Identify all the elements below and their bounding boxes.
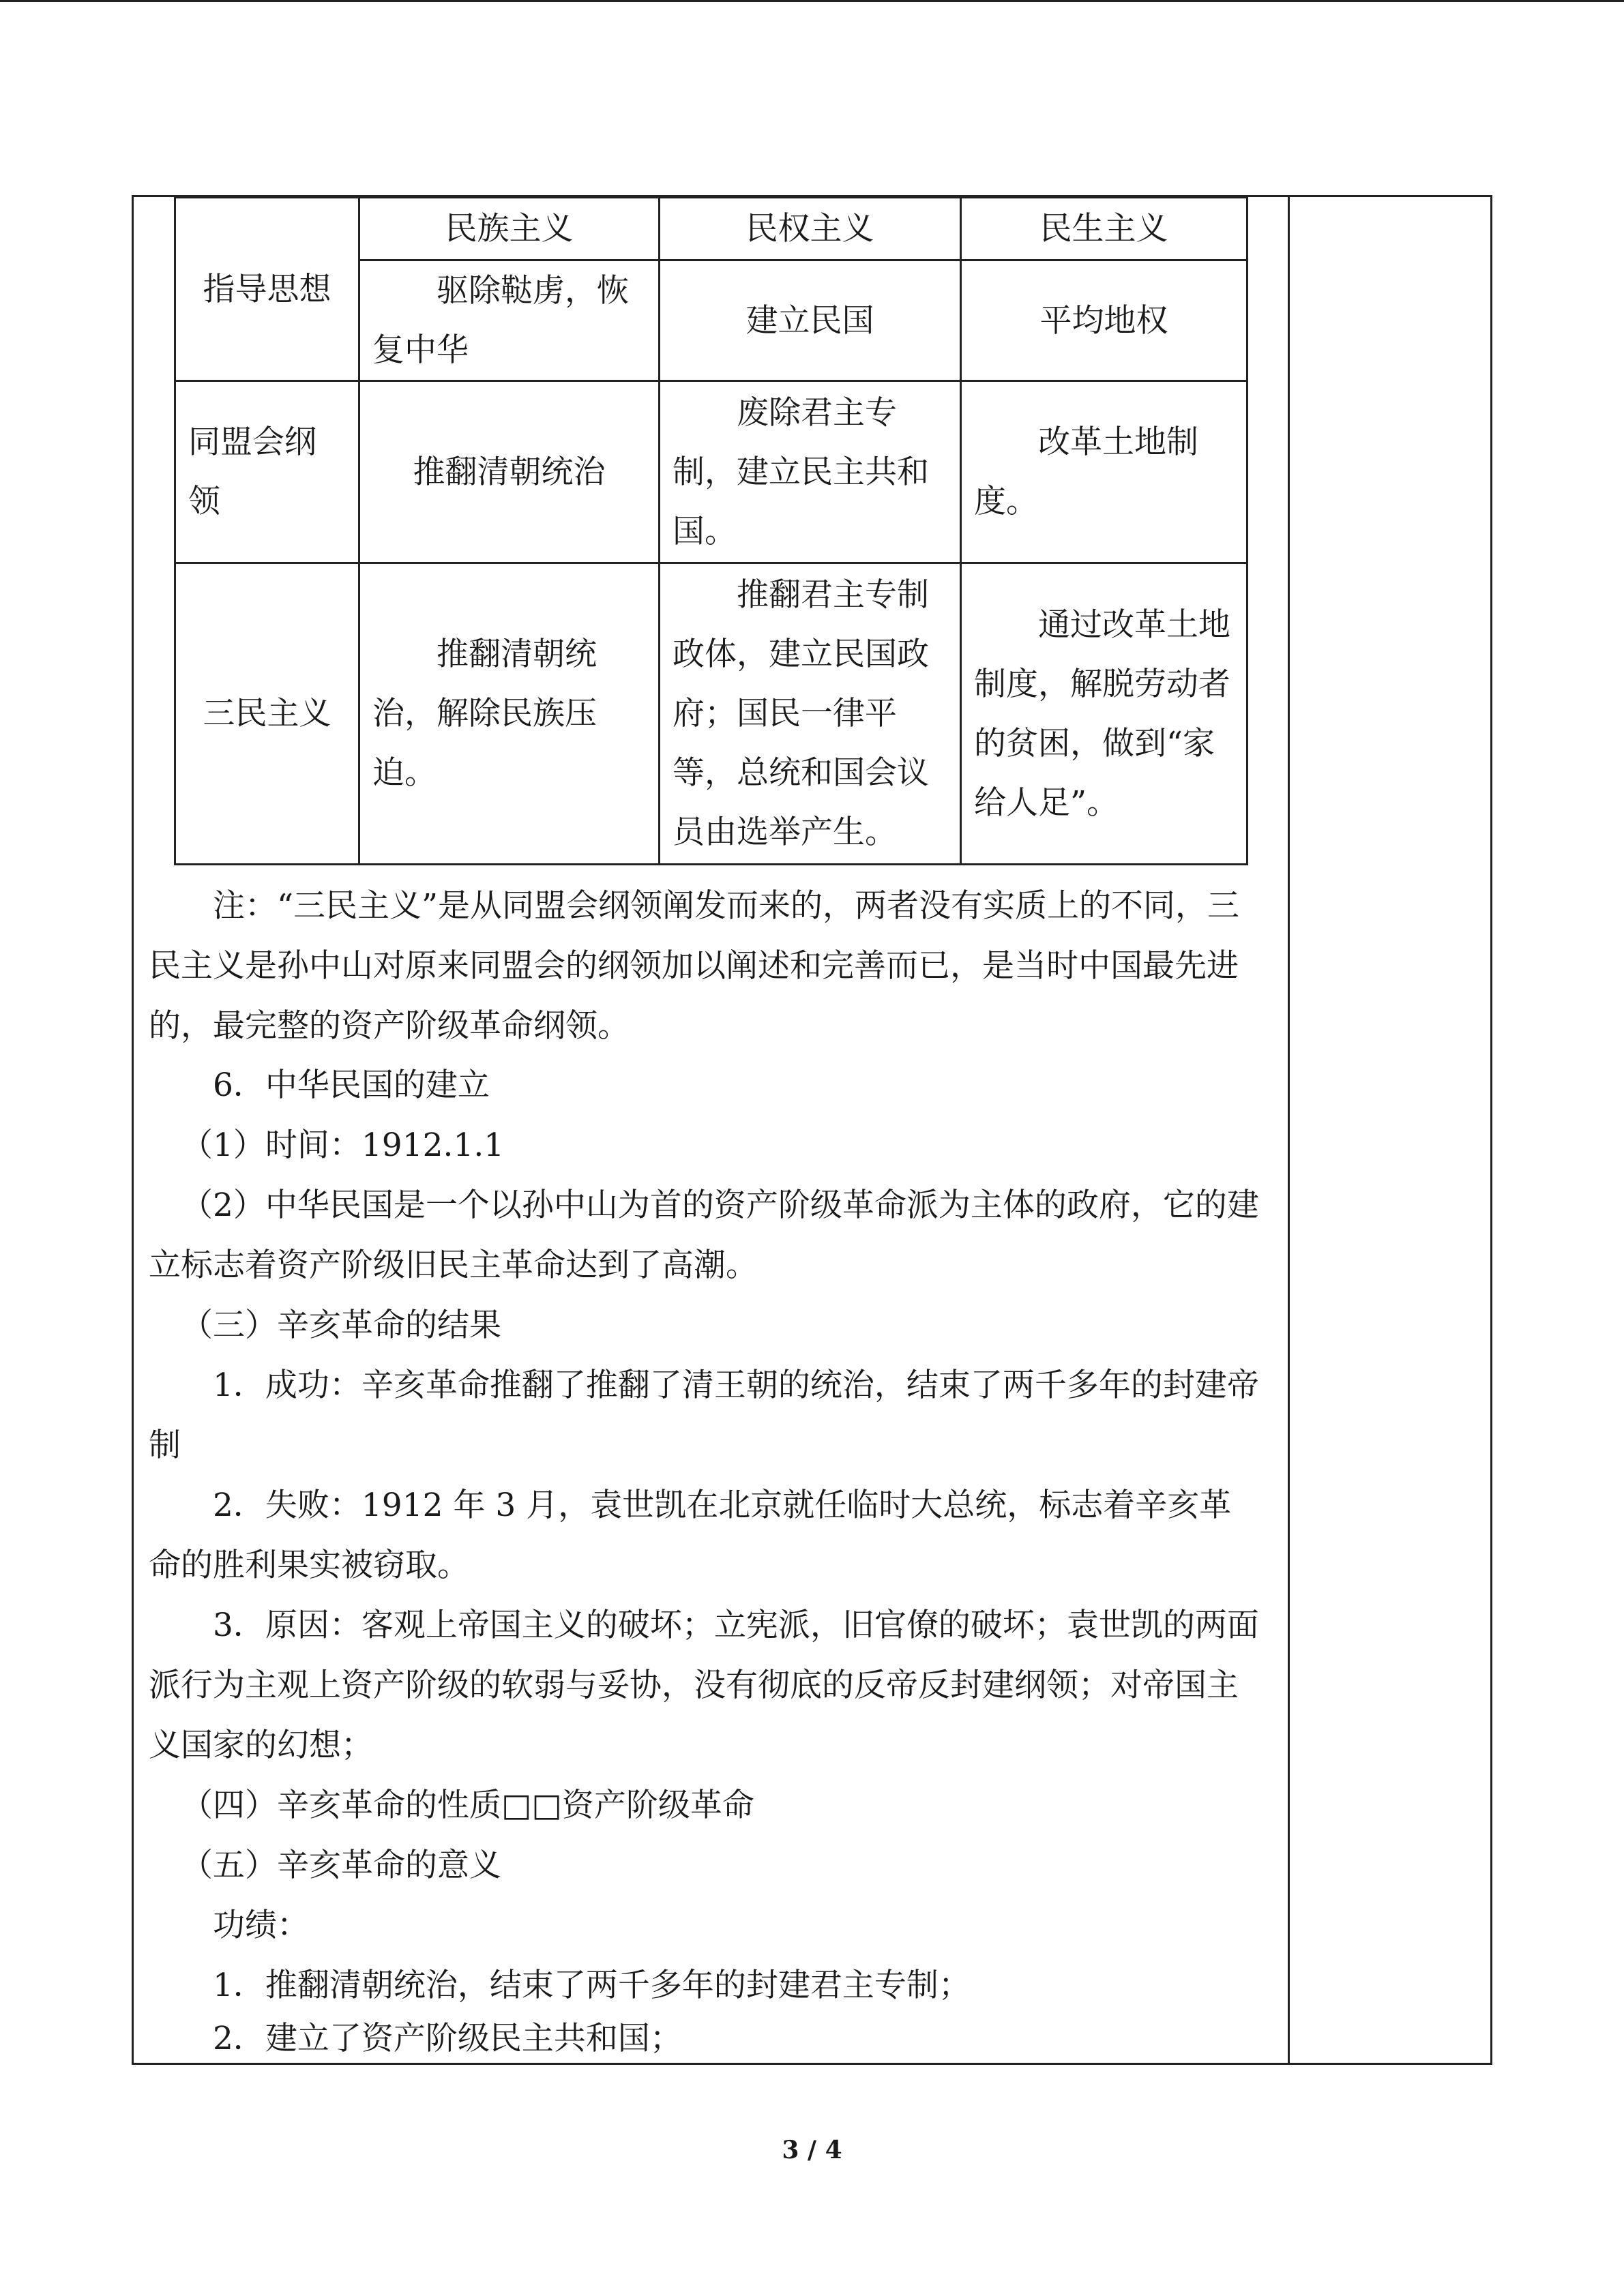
header-livelihood: 民生主义: [961, 198, 1247, 260]
header-nationalism: 民族主义: [359, 198, 660, 260]
top-rule: [0, 0, 1624, 2]
list-item: 3．原因：客观上帝国主义的破坏；立宪派，旧官僚的破坏；袁世凯的两面派行为主观上资产阶级的软弱与妥协，没有彻底的反帝反封建纲领；对帝国主义国家的幻想；: [149, 1607, 1259, 1764]
row-label-three-principles: 三民主义: [175, 563, 359, 865]
table-cell: 驱除鞑虏，恢复中华: [359, 260, 660, 381]
table-cell: 废除君主专制，建立民主共和国。: [660, 381, 961, 563]
section-heading: （五）辛亥革命的意义: [181, 1847, 501, 1884]
table-header-row: [175, 198, 1247, 260]
table-row: [175, 563, 1247, 865]
row-label-guiding-thought: 指导思想: [175, 198, 359, 381]
table-cell: 通过改革土地制度，解脱劳动者的贫困，做到“家给人足”。: [961, 563, 1247, 865]
section-heading: （四）辛亥革命的性质□□资产阶级革命: [181, 1787, 754, 1824]
section-heading: （三）辛亥革命的结果: [181, 1307, 501, 1344]
table-row: [175, 381, 1247, 563]
notes-column-divider: [1288, 195, 1290, 2065]
table-cell: 平均地权: [961, 260, 1247, 381]
header-democracy: 民权主义: [660, 198, 961, 260]
list-item: 1．成功：辛亥革命推翻了推翻了清王朝的统治，结束了两千多年的封建帝制: [149, 1367, 1259, 1464]
list-item: 2．建立了资产阶级民主共和国；: [213, 2020, 682, 2057]
list-item: 1．推翻清朝统治，结束了两千多年的封建君主专制；: [213, 1967, 971, 2004]
page-number: 3 / 4: [782, 2136, 842, 2164]
table-cell: 建立民国: [660, 260, 961, 381]
list-item: 2．失败：1912 年 3 月，袁世凯在北京就任临时大总统，标志着辛亥革命的胜利果实被窃取。: [149, 1487, 1232, 1584]
section-heading: 6．中华民国的建立: [213, 1067, 490, 1104]
note-paragraph: 注：“三民主义”是从同盟会纲领阐发而来的，两者没有实质上的不同，三民主义是孙中山对原来同盟会的纲领加以阐述和完善而已，是当时中国最先进的，最完整的资产阶级革命纲领。: [149, 887, 1240, 1045]
list-item: （2）中华民国是一个以孙中山为首的资产阶级革命派为主体的政府，它的建立标志着资产阶级旧民主革命达到了高潮。: [149, 1187, 1259, 1284]
table-cell: 推翻清朝统治: [359, 381, 660, 563]
list-item: （1）时间：1912.1.1: [181, 1127, 505, 1164]
row-label-tongmenghui: 同盟会纲领: [175, 381, 359, 563]
three-principles-table: [174, 196, 1248, 865]
subheading: 功绩：: [213, 1907, 309, 1944]
table-cell: 推翻清朝统治，解除民族压迫。: [359, 563, 660, 865]
table-cell: 推翻君主专制政体，建立民国政府；国民一律平等，总统和国会议员由选举产生。: [660, 563, 961, 865]
table-cell: 改革土地制度。: [961, 381, 1247, 563]
